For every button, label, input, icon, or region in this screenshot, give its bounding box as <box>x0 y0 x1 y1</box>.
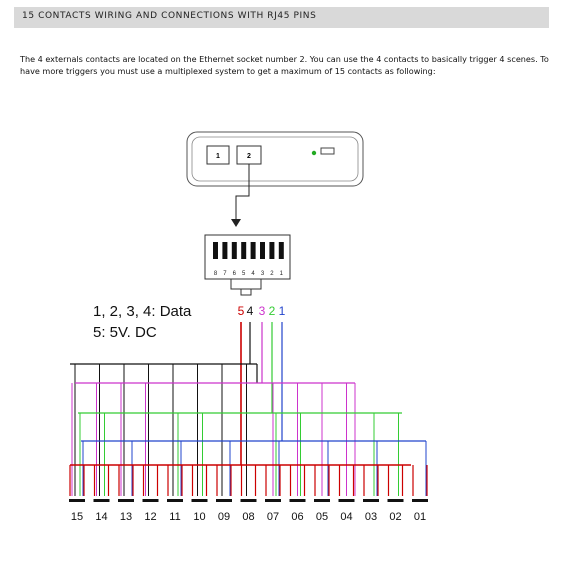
wire-label: 3 <box>258 304 266 318</box>
status-led <box>312 151 316 155</box>
contact-number: 04 <box>340 511 353 523</box>
rj45-connector <box>205 235 290 295</box>
port-2-label: 2 <box>247 153 251 160</box>
rj45-pin-number: 7 <box>223 271 227 277</box>
contact-switch <box>118 499 134 502</box>
wire-label: 2 <box>268 304 276 318</box>
rj45-pin-number: 3 <box>260 271 265 277</box>
contact-switch <box>192 499 208 502</box>
port-1-label: 1 <box>216 153 220 160</box>
contact-number: 02 <box>389 511 402 523</box>
rj45-pin-number: 6 <box>232 271 236 277</box>
contact-switch <box>94 499 110 502</box>
contacts <box>69 499 428 523</box>
rj45-pin-number: 2 <box>270 271 274 277</box>
rj45-pin-number: 4 <box>251 271 255 277</box>
contact-number: 13 <box>119 511 133 523</box>
contact-switch <box>363 499 379 502</box>
power-switch-icon <box>321 148 334 154</box>
contact-switch <box>412 499 428 502</box>
contact-number: 05 <box>315 511 329 523</box>
rj45-pin <box>222 242 227 259</box>
rj45-pin-number: 8 <box>213 271 218 277</box>
rj45-pin-number: 1 <box>279 271 283 277</box>
rj45-pin <box>232 242 237 259</box>
legend-data: 1, 2, 3, 4: Data <box>93 303 192 320</box>
contact-switch <box>69 499 85 502</box>
contact-number: 07 <box>266 511 280 523</box>
contact-switch <box>167 499 183 502</box>
intro-paragraph: The 4 externals contacts are located on the Ethernet socket number 2. You can use the 4 contacts to basically trigger 4 scenes. To have more triggers you must use a multiplexed system to get a maximum of 15 contacts as following: <box>20 54 549 76</box>
contact-number: 09 <box>217 511 231 523</box>
contact-number: 06 <box>291 511 304 523</box>
rj45-pin <box>251 242 256 259</box>
contact-switch <box>388 499 404 502</box>
legend-power: 5: 5V. DC <box>93 324 157 341</box>
rj45-pin <box>269 242 274 259</box>
wire-label: 4 <box>246 304 254 318</box>
wiring <box>70 322 427 496</box>
wire-label: 5 <box>237 304 245 318</box>
contact-switch <box>265 499 281 502</box>
rj45-pin <box>260 242 265 259</box>
contact-number: 08 <box>242 511 255 523</box>
contact-switch <box>241 499 257 502</box>
contact-switch <box>339 499 355 502</box>
contact-switch <box>143 499 159 502</box>
contact-number: 10 <box>193 511 206 523</box>
contact-number: 12 <box>144 511 157 523</box>
contact-number: 01 <box>413 511 427 523</box>
contact-number: 11 <box>169 511 181 523</box>
section-title: 15 CONTACTS WIRING AND CONNECTIONS WITH RJ45 PINS <box>22 11 317 21</box>
rj45-pin <box>279 242 284 259</box>
contact-number: 15 <box>70 511 84 523</box>
contact-switch <box>314 499 330 502</box>
rj45-pin <box>241 242 246 259</box>
contact-switch <box>290 499 306 502</box>
device <box>187 132 363 186</box>
contact-number: 03 <box>364 511 378 523</box>
rj45-pin <box>213 242 218 259</box>
contact-switch <box>216 499 232 502</box>
wire-label: 1 <box>278 304 286 318</box>
contact-number: 14 <box>95 511 108 523</box>
rj45-pin-number: 5 <box>242 271 246 277</box>
wire-labels <box>238 304 286 318</box>
